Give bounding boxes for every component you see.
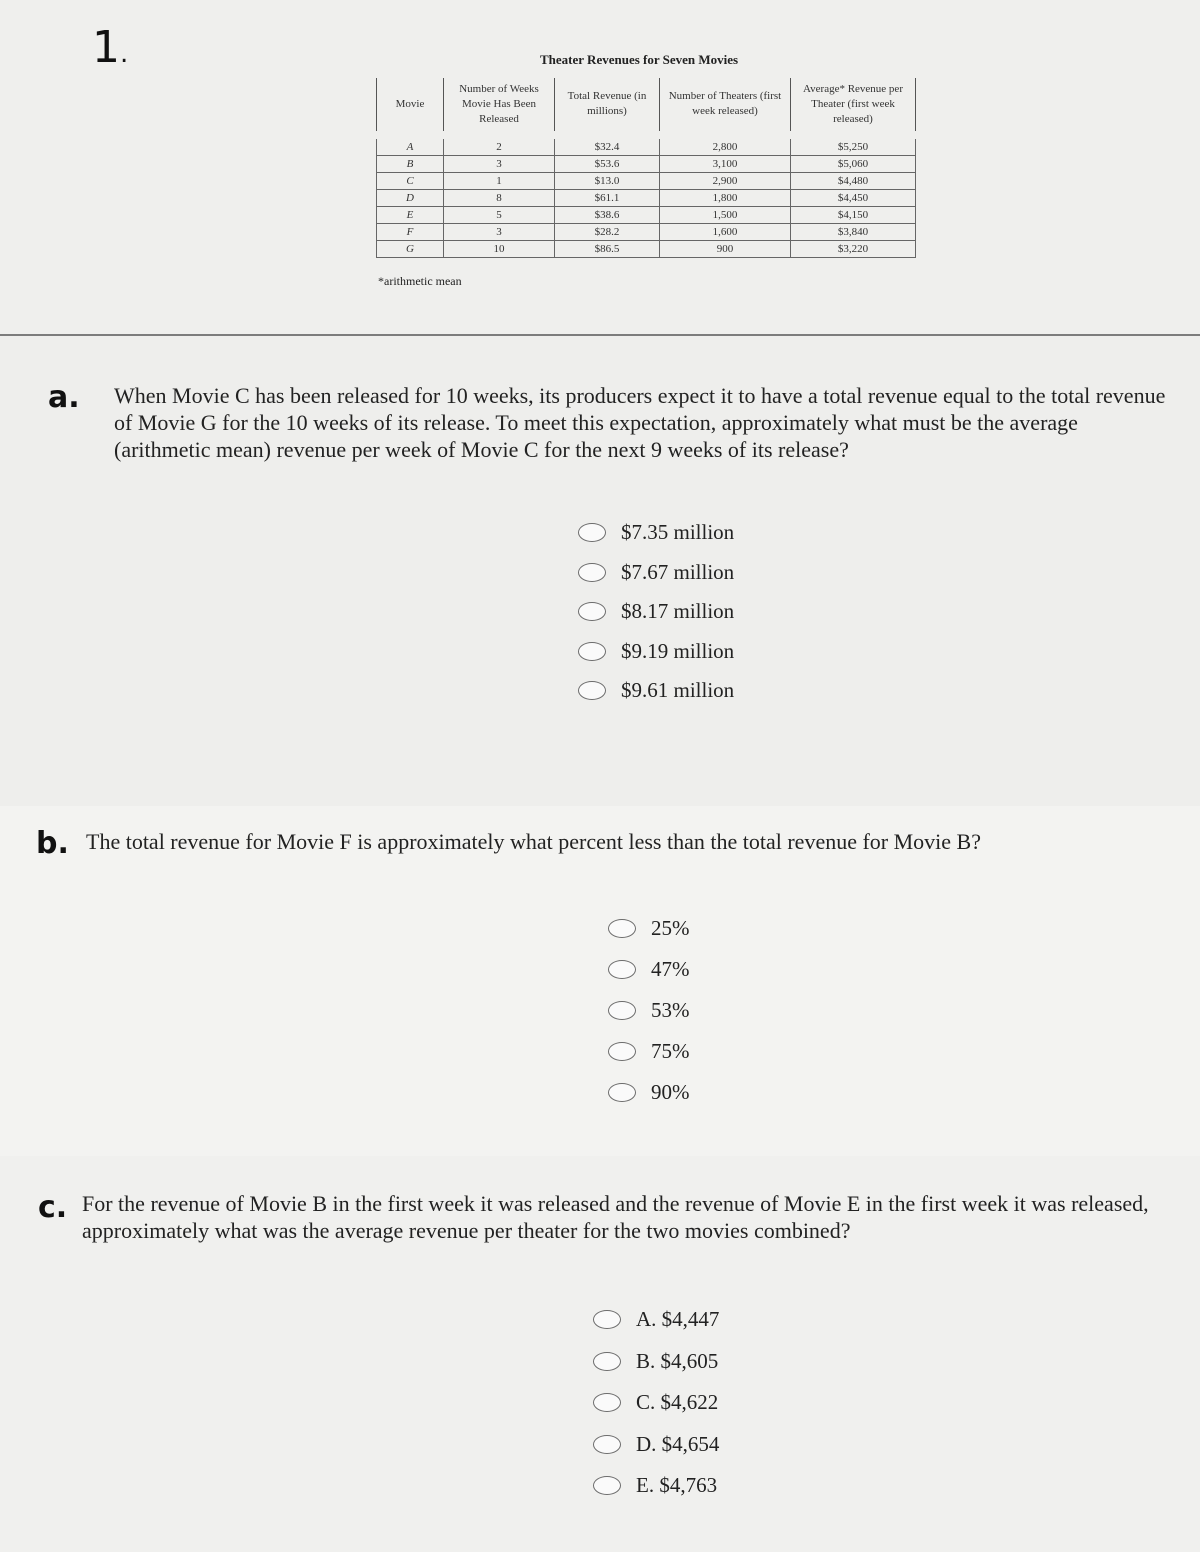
answer-choice-label: 47% [651, 957, 690, 981]
radio-button[interactable] [593, 1435, 621, 1454]
answer-choice[interactable] [578, 599, 734, 624]
table-row [377, 156, 916, 173]
answer-choice[interactable] [608, 916, 690, 941]
answer-choice-label: $7.67 million [621, 559, 735, 584]
cell-movie: C [377, 173, 444, 190]
problem-number: 1. [92, 22, 129, 73]
cell-weeks: 10 [444, 241, 555, 258]
cell-theaters: 1,600 [660, 224, 791, 241]
answer-choice[interactable] [593, 1390, 718, 1415]
question-c-panel [0, 1156, 1200, 1552]
radio-button[interactable] [593, 1352, 621, 1371]
radio-button[interactable] [578, 642, 606, 661]
answer-choice[interactable] [593, 1349, 718, 1374]
radio-button[interactable] [593, 1310, 621, 1329]
cell-weeks: 3 [444, 156, 555, 173]
question-b-marker: b. [36, 826, 69, 861]
question-b-text: The total revenue for Movie F is approximately what percent less than the total revenue for Movie B? [86, 829, 981, 854]
question-a-panel [0, 336, 1200, 806]
answer-choice-label: C. $4,622 [636, 1390, 719, 1414]
cell-revenue: $28.2 [555, 224, 660, 241]
cell-avg: $5,250 [791, 135, 916, 156]
answer-choice-label: 75% [651, 1039, 690, 1063]
answer-choice-label: $8.17 million [621, 599, 735, 623]
cell-revenue: $13.0 [555, 173, 660, 190]
cell-avg: $4,450 [791, 190, 916, 207]
cell-revenue: $53.6 [555, 156, 660, 173]
radio-button[interactable] [608, 960, 636, 979]
answer-choice[interactable] [593, 1473, 717, 1498]
answer-choice-label: $7.35 million [621, 520, 735, 544]
answer-choice-label: B. $4,605 [636, 1348, 719, 1373]
radio-button[interactable] [578, 563, 606, 582]
table-footnote: *arithmetic mean [378, 274, 462, 288]
cell-revenue: $61.1 [555, 190, 660, 207]
header-average: Average* Revenue per Theater (first week released) [791, 78, 916, 135]
answer-choice[interactable] [608, 1039, 690, 1064]
question-b-panel [0, 806, 1200, 1156]
question-a-text: When Movie C has been released for 10 weeks, its producers expect it to have a total revenue equal to the total revenue of Movie G for the 10 weeks of its release. To meet this expectation, approximately what must be the average (arithmetic mean) revenue per week of Movie C for the next 9 weeks of its release? [114, 383, 1166, 462]
answer-choice-label: 53% [651, 998, 690, 1022]
question-c-marker: c. [38, 1190, 68, 1225]
radio-button[interactable] [578, 523, 606, 542]
header-theaters: Number of Theaters (first week released) [660, 78, 791, 135]
cell-theaters: 900 [660, 241, 791, 258]
table-row [377, 241, 916, 258]
radio-button[interactable] [608, 1042, 636, 1061]
cell-revenue: $38.6 [555, 207, 660, 224]
answer-choice-label: E. $4,763 [636, 1473, 718, 1497]
header-movie: Movie [377, 78, 444, 135]
radio-button[interactable] [578, 602, 606, 621]
answer-choice-label: 90% [651, 1080, 690, 1104]
answer-choice[interactable] [578, 560, 734, 585]
radio-button[interactable] [608, 1083, 636, 1102]
cell-weeks: 3 [444, 224, 555, 241]
cell-weeks: 8 [444, 190, 555, 207]
answer-choice[interactable] [593, 1432, 719, 1457]
cell-movie: E [377, 207, 444, 224]
answer-choice-label: D. $4,654 [636, 1431, 720, 1456]
answer-choice-label: 25% [651, 916, 690, 940]
revenue-table [376, 78, 916, 258]
cell-theaters: 3,100 [660, 156, 791, 173]
table-row [377, 135, 916, 156]
table-panel [0, 0, 1200, 336]
table-title: Theater Revenues for Seven Movies [540, 52, 739, 67]
answer-choice-label: $9.61 million [621, 678, 735, 702]
answer-choice[interactable] [593, 1307, 719, 1332]
answer-choice[interactable] [608, 1080, 690, 1105]
radio-button[interactable] [608, 919, 636, 938]
answer-choice[interactable] [608, 957, 690, 982]
answer-choice[interactable] [578, 639, 734, 664]
cell-weeks: 1 [444, 173, 555, 190]
cell-movie: A [377, 135, 444, 156]
radio-button[interactable] [608, 1001, 636, 1020]
question-a-marker: a. [48, 380, 80, 415]
cell-theaters: 2,900 [660, 173, 791, 190]
cell-movie: B [377, 156, 444, 173]
table-row [377, 173, 916, 190]
answer-choice-label: A. $4,447 [636, 1307, 720, 1331]
cell-revenue: $32.4 [555, 135, 660, 156]
cell-revenue: $86.5 [555, 241, 660, 258]
header-weeks: Number of Weeks Movie Has Been Released [444, 78, 555, 135]
radio-button[interactable] [578, 681, 606, 700]
radio-button[interactable] [593, 1476, 621, 1495]
cell-theaters: 1,800 [660, 190, 791, 207]
cell-movie: G [377, 241, 444, 258]
cell-avg: $4,150 [791, 207, 916, 224]
cell-weeks: 2 [444, 135, 555, 156]
cell-movie: D [377, 190, 444, 207]
cell-avg: $4,480 [791, 173, 916, 190]
answer-choice-label: $9.19 million [621, 638, 735, 663]
cell-avg: $5,060 [791, 156, 916, 173]
question-c-text: For the revenue of Movie B in the first week it was released and the revenue of Movie E in the first week it was released, approximately what was the average revenue per theater for the two movies combined? [82, 1191, 1149, 1243]
cell-movie: F [377, 224, 444, 241]
cell-avg: $3,840 [791, 224, 916, 241]
table-row [377, 190, 916, 207]
cell-avg: $3,220 [791, 241, 916, 258]
table-row [377, 207, 916, 224]
cell-theaters: 2,800 [660, 135, 791, 156]
header-revenue: Total Revenue (in millions) [555, 78, 660, 135]
radio-button[interactable] [593, 1393, 621, 1412]
answer-choice[interactable] [608, 998, 690, 1023]
table-row [377, 224, 916, 241]
answer-choice[interactable] [578, 678, 734, 703]
cell-theaters: 1,500 [660, 207, 791, 224]
cell-weeks: 5 [444, 207, 555, 224]
answer-choice[interactable] [578, 520, 734, 545]
